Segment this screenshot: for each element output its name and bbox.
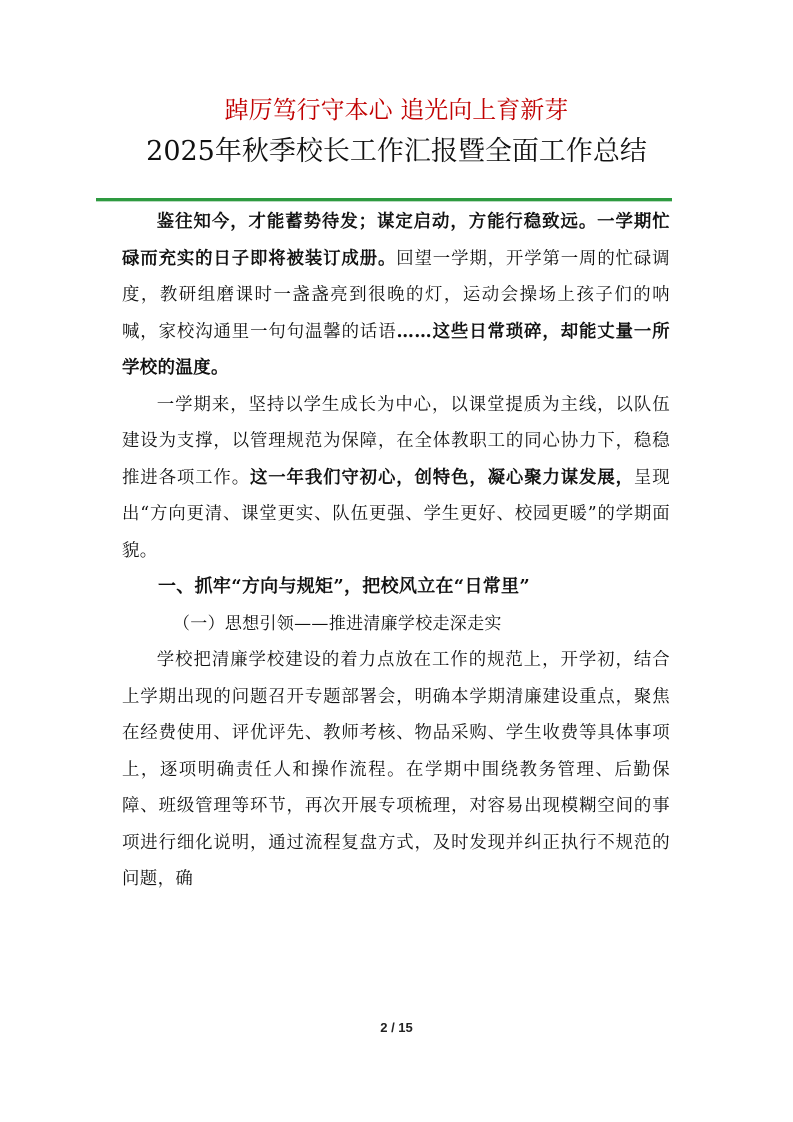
document-title: 2025年秋季校长工作汇报暨全面工作总结: [146, 136, 647, 167]
subsection-heading-1: （一）思想引领——推进清廉学校走深走实: [173, 613, 502, 634]
intro-text: 回望一学期，开学第一周的忙碌调度，教研组磨课时一盏盏亮到很晚的灯，运动会操场上孩子们的呐喊，家校沟通里一句句温馨的话语: [122, 248, 670, 342]
document-header: [0, 92, 793, 174]
paragraph-summary: [122, 387, 670, 570]
document-subtitle: 踔厉笃行守本心 追光向上育新芽: [224, 96, 569, 124]
paragraph-integrity: 学校把清廉学校建设的着力点放在工作的规范上，开学初，结合上学期出现的问题召开专题部署会，明确本学期清廉建设重点，聚焦在经费使用、评优评先、教师考核、物品采购、学生收费等具体事项上，逐项明确责任人和操作流程。在学期中围绕教务管理、后勤保障、班级管理等环节，再次开展专项梳理，对容易出现模糊空间的事项进行细化说明，通过流程复盘方式，及时发现并纠正执行不规范的问题，确: [122, 650, 670, 889]
summary-text-end: 呈现出“方向更清、课堂更实、队伍更强、学生更好、校园更暖”的学期面貌。: [122, 467, 670, 561]
intro-bold-ending: ……这些日常琐碎，却能丈量一所学校的温度。: [122, 321, 670, 378]
summary-text-start: 一学期来，坚持以学生成长为中心，以课堂提质为主线，以队伍建设为支撑，以管理规范为保障，在全体教职工的同心协力下，稳稳推进各项工作。: [122, 394, 670, 488]
paragraph-intro: [122, 204, 670, 387]
page-number: 2 / 15: [380, 1020, 413, 1035]
intro-bold-text: 鉴往知今，才能蓄势待发；谋定启动，方能行稳致远。一学期忙碌而充实的日子即将被装订成册。: [122, 212, 670, 269]
section-heading-1: 一、抓牢“方向与规矩”，把校风立在“日常里”: [158, 576, 531, 597]
title-divider: [96, 198, 672, 202]
summary-bold-text: 这一年我们守初心，创特色，凝心聚力谋发展，: [249, 467, 634, 488]
document-body: [122, 204, 670, 898]
